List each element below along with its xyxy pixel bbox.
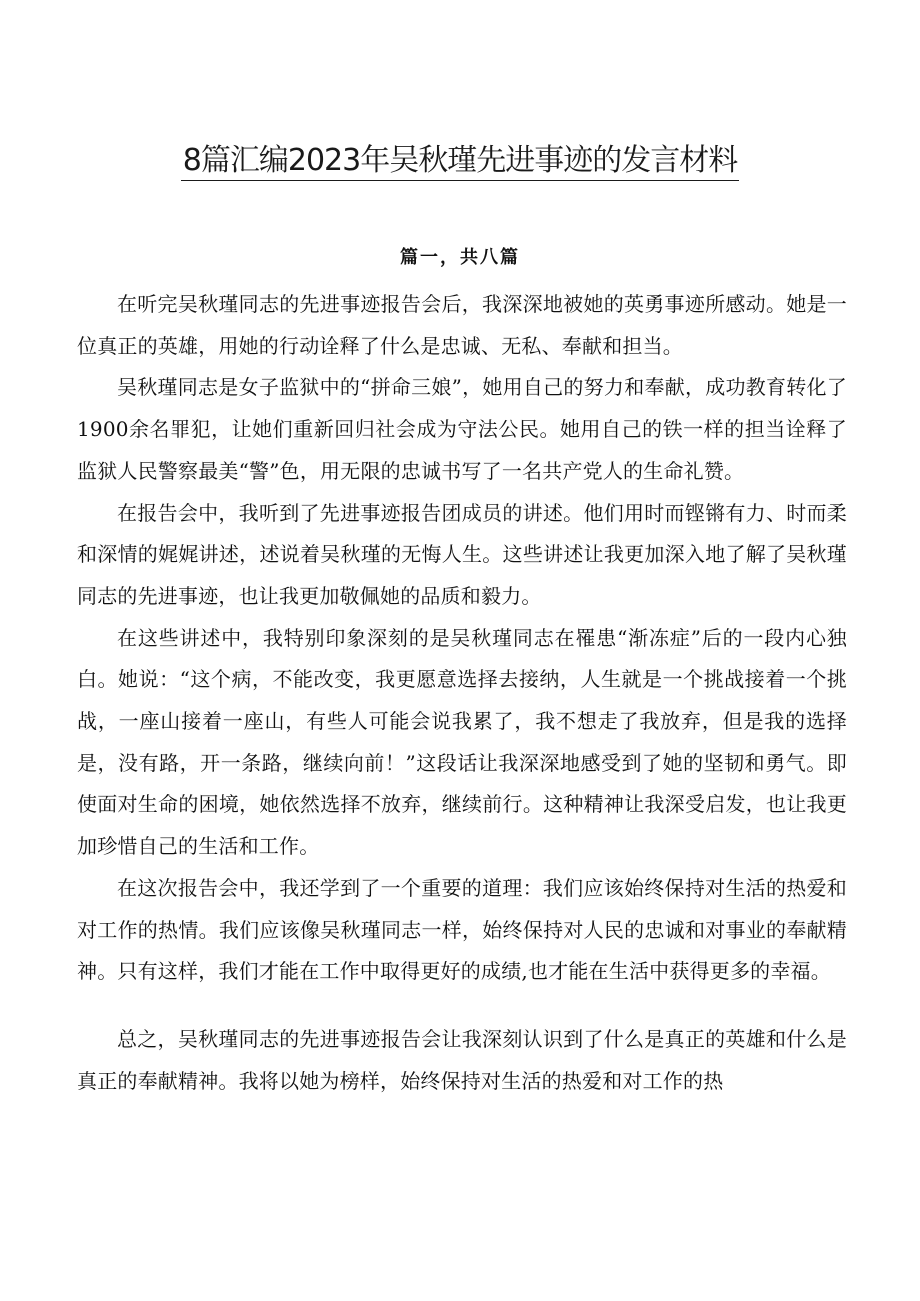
- paragraph-6: 总之，吴秋瑾同志的先进事迹报告会让我深刻认识到了什么是真正的英雄和什么是真正的奉献精神。我将以她为榜样，始终保持对生活的热爱和对工作的热: [77, 1026, 847, 1093]
- document-title-wrapper: [0, 140, 920, 181]
- paragraph-3: 在报告会中，我听到了先进事迹报告团成员的讲述。他们用时而铿锵有力、时而柔和深情的娓娓讲述，述说着吴秋瑾的无悔人生。这些讲述让我更加深入地了解了吴秋瑾同志的先进事迹，也让我更加敬佩她的品质和毅力。: [77, 500, 847, 608]
- section-heading: 篇一，共八篇: [400, 247, 520, 268]
- document-title: 8篇汇编2023年吴秋瑾先进事迹的发言材料: [181, 142, 739, 181]
- paragraph-2: 吴秋瑾同志是女子监狱中的“拼命三娘”，她用自己的努力和奉献，成功教育转化了1900余名罪犯，让她们重新回归社会成为守法公民。她用自己的铁一样的担当诠释了监狱人民警察最美“警”色，用无限的忠诚书写了一名共产党人的生命礼赞。: [77, 375, 847, 483]
- paragraph-1: 在听完吴秋瑾同志的先进事迹报告会后，我深深地被她的英勇事迹所感动。她是一位真正的英雄，用她的行动诠释了什么是忠诚、无私、奉献和担当。: [77, 292, 847, 358]
- paragraph-5: 在这次报告会中，我还学到了一个重要的道理：我们应该始终保持对生活的热爱和对工作的热情。我们应该像吴秋瑾同志一样，始终保持对人民的忠诚和对事业的奉献精神。只有这样，我们才能在工作中取得更好的成绩,也才能在生活中获得更多的幸福。: [77, 875, 847, 984]
- paragraph-4: 在这些讲述中，我特别印象深刻的是吴秋瑾同志在罹患“渐冻症”后的一段内心独白。她说：“这个病，不能改变，我更愿意选择去接纳，人生就是一个挑战接着一个挑战，一座山接着一座山，有些人可能会说我累了，我不想走了我放弃，但是我的选择是，没有路，开一条路，继续向前！”这段话让我深深地感受到了她的坚韧和勇气。即使面对生命的困境，她依然选择不放弃，继续前行。这种精神让我深受启发，也让我更加珍惜自己的生活和工作。: [77, 625, 847, 859]
- document-body: [77, 284, 847, 1102]
